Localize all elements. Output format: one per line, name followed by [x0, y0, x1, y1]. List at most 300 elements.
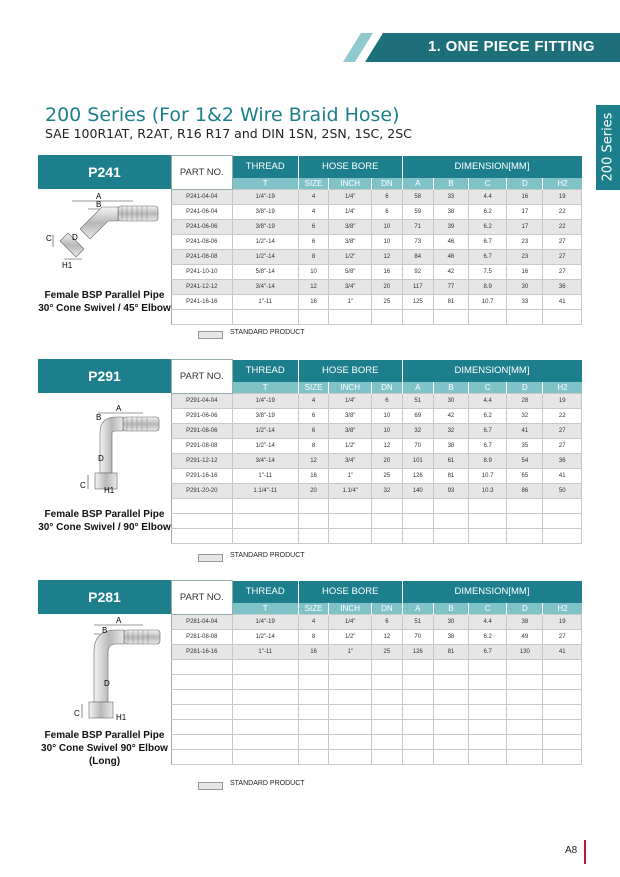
cell-empty [433, 310, 468, 325]
table-row [172, 235, 582, 250]
cell-h2: 41 [543, 469, 582, 484]
header-hose-bore: HOSE BORE [298, 156, 402, 178]
header-a: A [402, 178, 433, 190]
cell-h2: 27 [543, 630, 582, 645]
header-thread-sub: T [232, 603, 298, 615]
table-row-empty [172, 310, 582, 325]
cell-t: 1"-11 [232, 295, 298, 310]
cell-inch: 3/8" [329, 220, 372, 235]
cell-d: 32 [507, 409, 543, 424]
cell-empty [298, 690, 328, 705]
cell-size: 6 [298, 424, 328, 439]
cell-a: 140 [402, 484, 433, 499]
page-title: 200 Series (For 1&2 Wire Braid Hose) [45, 104, 400, 126]
cell-inch: 1/4" [329, 205, 372, 220]
cell-h2: 19 [543, 190, 582, 205]
dim-label-d: D [72, 233, 78, 242]
dim-label-b: B [102, 626, 108, 635]
cell-t: 1/2"-14 [232, 439, 298, 454]
dim-label-a: A [96, 192, 102, 201]
cell-c: 4.4 [468, 394, 506, 409]
cell-d: 30 [507, 280, 543, 295]
header-size: SIZE [298, 178, 328, 190]
cell-empty [172, 514, 233, 529]
cell-t: 1"-11 [232, 645, 298, 660]
cell-empty [468, 750, 506, 765]
cell-c: 8.9 [468, 280, 506, 295]
cell-part: P291-16-16 [172, 469, 233, 484]
cell-c: 6.2 [468, 409, 506, 424]
cell-a: 58 [402, 190, 433, 205]
cell-inch: 3/4" [329, 280, 372, 295]
cell-empty [433, 750, 468, 765]
cell-b: 46 [433, 250, 468, 265]
cell-empty [329, 660, 372, 675]
header-hose-bore: HOSE BORE [298, 360, 402, 382]
cell-empty [232, 514, 298, 529]
cell-c: 6.7 [468, 424, 506, 439]
cell-d: 86 [507, 484, 543, 499]
dim-label-d: D [104, 679, 110, 688]
cell-t: 1.1/4"-11 [232, 484, 298, 499]
table-row [172, 409, 582, 424]
cell-empty [468, 514, 506, 529]
cell-b: 42 [433, 409, 468, 424]
fitting-caption [38, 289, 171, 315]
header-b: B [433, 382, 468, 394]
cell-empty [433, 660, 468, 675]
header-c: C [468, 382, 506, 394]
cell-empty [372, 310, 402, 325]
header-part-no: PART NO. [172, 581, 233, 615]
cell-empty [433, 675, 468, 690]
cell-empty [172, 675, 233, 690]
cell-t: 3/8"-19 [232, 409, 298, 424]
cell-size: 6 [298, 235, 328, 250]
cell-dn: 25 [372, 295, 402, 310]
dim-label-h1: H1 [62, 261, 73, 270]
cell-empty [172, 660, 233, 675]
cell-empty [232, 735, 298, 750]
cell-c: 10.7 [468, 469, 506, 484]
header-dn: DN [372, 603, 402, 615]
cell-empty [298, 750, 328, 765]
dim-label-h1: H1 [104, 486, 115, 495]
cell-part: P241-06-04 [172, 205, 233, 220]
cell-dn: 10 [372, 220, 402, 235]
table-row-empty [172, 720, 582, 735]
caption-line: Female BSP Parallel Pipe [44, 509, 165, 520]
cell-t: 3/4"-14 [232, 454, 298, 469]
cell-empty [329, 310, 372, 325]
cell-t: 1/4"-19 [232, 190, 298, 205]
cell-d: 33 [507, 295, 543, 310]
cell-part: P281-08-08 [172, 630, 233, 645]
cell-h2: 27 [543, 424, 582, 439]
cell-dn: 20 [372, 280, 402, 295]
caption-line: 30° Cone Swivel / 90° Elbow [38, 522, 171, 533]
cell-c: 6.7 [468, 250, 506, 265]
cell-empty [433, 720, 468, 735]
spec-table-p241 [171, 155, 582, 325]
product-code: P281 [38, 580, 171, 614]
cell-dn: 6 [372, 394, 402, 409]
cell-empty [329, 750, 372, 765]
cell-a: 101 [402, 454, 433, 469]
header-row-main [172, 581, 582, 603]
dim-label-d: D [98, 454, 104, 463]
spec-table-p281 [171, 580, 582, 765]
caption-line: 30° Cone Swivel 90° Elbow [41, 743, 168, 754]
cell-empty [329, 499, 372, 514]
cell-part: P291-20-20 [172, 484, 233, 499]
table-row-empty [172, 499, 582, 514]
header-part-no: PART NO. [172, 360, 233, 394]
cell-empty [329, 705, 372, 720]
header-row-sub [172, 603, 582, 615]
table-row-empty [172, 750, 582, 765]
cell-a: 92 [402, 265, 433, 280]
table-row [172, 295, 582, 310]
cell-empty [298, 720, 328, 735]
legend-label: STANDARD PRODUCT [230, 329, 305, 336]
legend-swatch [198, 331, 223, 339]
series-side-tab [596, 105, 620, 190]
table-row [172, 454, 582, 469]
cell-empty [372, 720, 402, 735]
cell-inch: 1/4" [329, 190, 372, 205]
cell-t: 1/2"-14 [232, 424, 298, 439]
cell-empty [232, 529, 298, 544]
header-b: B [433, 178, 468, 190]
cell-d: 16 [507, 265, 543, 280]
cell-inch: 3/4" [329, 454, 372, 469]
header-dn: DN [372, 178, 402, 190]
header-dimension: DIMENSION[MM] [402, 156, 581, 178]
cell-empty [402, 690, 433, 705]
cell-inch: 1/2" [329, 439, 372, 454]
cell-empty [543, 705, 582, 720]
cell-empty [372, 735, 402, 750]
header-inch: INCH [329, 178, 372, 190]
cell-empty [468, 720, 506, 735]
cell-t: 5/8"-14 [232, 265, 298, 280]
cell-empty [402, 750, 433, 765]
legend-label: STANDARD PRODUCT [230, 552, 305, 559]
header-d: D [507, 178, 543, 190]
legend-label: STANDARD PRODUCT [230, 780, 305, 787]
table-row [172, 280, 582, 295]
cell-dn: 16 [372, 265, 402, 280]
side-tab-label: 200 Series [600, 112, 616, 182]
cell-empty [232, 750, 298, 765]
header-row-sub [172, 382, 582, 394]
cell-a: 71 [402, 220, 433, 235]
cell-a: 126 [402, 469, 433, 484]
cell-d: 23 [507, 250, 543, 265]
table-row-empty [172, 514, 582, 529]
cell-dn: 6 [372, 190, 402, 205]
elbow-90-drawing [38, 393, 171, 498]
cell-empty [507, 529, 543, 544]
cell-inch: 1.1/4" [329, 484, 372, 499]
dim-label-c: C [80, 481, 86, 490]
cell-empty [372, 514, 402, 529]
cell-inch: 1/4" [329, 615, 372, 630]
cell-b: 93 [433, 484, 468, 499]
cell-inch: 1" [329, 295, 372, 310]
cell-h2: 36 [543, 454, 582, 469]
cell-empty [298, 705, 328, 720]
cell-part: P241-06-06 [172, 220, 233, 235]
cell-empty [298, 735, 328, 750]
cell-size: 8 [298, 250, 328, 265]
cell-empty [298, 675, 328, 690]
table-row [172, 645, 582, 660]
cell-inch: 1/2" [329, 250, 372, 265]
header-thread: THREAD [232, 581, 298, 603]
table-row [172, 615, 582, 630]
cell-empty [402, 529, 433, 544]
cell-size: 12 [298, 280, 328, 295]
cell-empty [543, 529, 582, 544]
cell-d: 16 [507, 190, 543, 205]
header-b: B [433, 603, 468, 615]
dim-label-c: C [74, 709, 80, 718]
cell-empty [507, 705, 543, 720]
cell-empty [433, 705, 468, 720]
cell-inch: 1" [329, 469, 372, 484]
dim-label-b: B [96, 413, 102, 422]
header-thread-sub: T [232, 382, 298, 394]
header-d: D [507, 603, 543, 615]
cell-dn: 25 [372, 645, 402, 660]
cell-size: 8 [298, 630, 328, 645]
cell-c: 7.5 [468, 265, 506, 280]
cell-empty [543, 750, 582, 765]
caption-line: (Long) [88, 756, 121, 767]
cell-c: 6.7 [468, 645, 506, 660]
header-inch: INCH [329, 382, 372, 394]
cell-size: 10 [298, 265, 328, 280]
cell-c: 6.2 [468, 220, 506, 235]
cell-h2: 19 [543, 394, 582, 409]
cell-h2: 27 [543, 439, 582, 454]
cell-h2: 19 [543, 615, 582, 630]
cell-empty [543, 690, 582, 705]
header-hose-bore: HOSE BORE [298, 581, 402, 603]
cell-d: 65 [507, 469, 543, 484]
cell-a: 32 [402, 424, 433, 439]
cell-b: 81 [433, 295, 468, 310]
cell-empty [372, 529, 402, 544]
cell-c: 10.7 [468, 295, 506, 310]
product-code: P291 [38, 359, 171, 393]
cell-empty [329, 690, 372, 705]
cell-d: 130 [507, 645, 543, 660]
cell-empty [468, 735, 506, 750]
dim-label-a: A [116, 404, 122, 413]
cell-inch: 3/8" [329, 409, 372, 424]
cell-part: P241-16-16 [172, 295, 233, 310]
cell-c: 4.4 [468, 190, 506, 205]
cell-empty [172, 499, 233, 514]
cell-inch: 1/2" [329, 630, 372, 645]
cell-empty [232, 675, 298, 690]
cell-b: 77 [433, 280, 468, 295]
cell-a: 51 [402, 615, 433, 630]
cell-h2: 27 [543, 265, 582, 280]
cell-a: 70 [402, 439, 433, 454]
cell-empty [468, 690, 506, 705]
cell-empty [329, 675, 372, 690]
cell-empty [172, 735, 233, 750]
cell-empty [507, 750, 543, 765]
cell-h2: 41 [543, 645, 582, 660]
cell-b: 42 [433, 265, 468, 280]
cell-h2: 41 [543, 295, 582, 310]
cell-part: P281-16-16 [172, 645, 233, 660]
cell-c: 10.3 [468, 484, 506, 499]
cell-empty [329, 529, 372, 544]
cell-empty [298, 514, 328, 529]
cell-empty [329, 720, 372, 735]
cell-empty [372, 499, 402, 514]
cell-t: 1/2"-14 [232, 235, 298, 250]
cell-empty [402, 720, 433, 735]
cell-empty [433, 690, 468, 705]
header-thread: THREAD [232, 156, 298, 178]
header-row-main [172, 156, 582, 178]
header-dn: DN [372, 382, 402, 394]
page-number: A8 [565, 845, 578, 856]
cell-h2: 27 [543, 235, 582, 250]
cell-empty [468, 529, 506, 544]
table-row [172, 394, 582, 409]
cell-empty [329, 514, 372, 529]
header-dimension: DIMENSION[MM] [402, 581, 581, 603]
cell-empty [507, 675, 543, 690]
cell-empty [232, 499, 298, 514]
cell-empty [232, 720, 298, 735]
cell-empty [372, 690, 402, 705]
cell-empty [298, 499, 328, 514]
cell-empty [232, 690, 298, 705]
cell-b: 61 [433, 454, 468, 469]
dim-label-h1: H1 [116, 713, 127, 722]
cell-empty [468, 660, 506, 675]
cell-t: 3/8"-19 [232, 205, 298, 220]
cell-t: 1"-11 [232, 469, 298, 484]
cell-empty [543, 499, 582, 514]
cell-d: 23 [507, 235, 543, 250]
cell-dn: 6 [372, 615, 402, 630]
cell-dn: 12 [372, 250, 402, 265]
cell-dn: 12 [372, 630, 402, 645]
cell-empty [507, 660, 543, 675]
cell-part: P291-04-04 [172, 394, 233, 409]
cell-empty [172, 529, 233, 544]
cell-empty [543, 514, 582, 529]
cell-part: P241-08-06 [172, 235, 233, 250]
dim-label-b: B [96, 200, 102, 209]
cell-empty [468, 675, 506, 690]
cell-d: 17 [507, 220, 543, 235]
cell-empty [298, 660, 328, 675]
cell-a: 117 [402, 280, 433, 295]
cell-b: 33 [433, 190, 468, 205]
table-row [172, 439, 582, 454]
page-subtitle: SAE 100R1AT, R2AT, R16 R17 and DIN 1SN, 2SN, 1SC, 2SC [45, 126, 412, 141]
header-part-no: PART NO. [172, 156, 233, 190]
cell-size: 20 [298, 484, 328, 499]
cell-t: 3/8"-19 [232, 220, 298, 235]
cell-part: P291-08-06 [172, 424, 233, 439]
cell-part: P241-12-12 [172, 280, 233, 295]
table-row-empty [172, 675, 582, 690]
cell-empty [329, 735, 372, 750]
table-row-empty [172, 690, 582, 705]
cell-t: 1/2"-14 [232, 630, 298, 645]
cell-size: 6 [298, 220, 328, 235]
cell-inch: 3/8" [329, 424, 372, 439]
chapter-title: 1. ONE PIECE FITTING [428, 38, 595, 55]
cell-b: 81 [433, 645, 468, 660]
cell-c: 6.2 [468, 205, 506, 220]
cell-size: 6 [298, 409, 328, 424]
cell-empty [507, 499, 543, 514]
cell-t: 1/4"-19 [232, 394, 298, 409]
header-a: A [402, 382, 433, 394]
fitting-drawing-45-elbow [38, 189, 171, 289]
cell-dn: 6 [372, 205, 402, 220]
header-h2: H2 [543, 178, 582, 190]
product-code: P241 [38, 155, 171, 189]
cell-b: 38 [433, 630, 468, 645]
cell-empty [507, 690, 543, 705]
cell-empty [232, 310, 298, 325]
table-row [172, 205, 582, 220]
cell-c: 6.7 [468, 439, 506, 454]
cell-h2: 27 [543, 250, 582, 265]
cell-empty [372, 750, 402, 765]
cell-h2: 22 [543, 220, 582, 235]
cell-size: 16 [298, 469, 328, 484]
cell-b: 81 [433, 469, 468, 484]
cell-dn: 25 [372, 469, 402, 484]
cell-size: 12 [298, 454, 328, 469]
cell-part: P241-08-08 [172, 250, 233, 265]
cell-part: P291-12-12 [172, 454, 233, 469]
cell-empty [543, 735, 582, 750]
cell-d: 35 [507, 439, 543, 454]
cell-size: 4 [298, 615, 328, 630]
cell-d: 38 [507, 615, 543, 630]
cell-a: 126 [402, 645, 433, 660]
cell-empty [172, 310, 233, 325]
page-number-bar [584, 840, 586, 864]
cell-b: 30 [433, 615, 468, 630]
header-h2: H2 [543, 382, 582, 394]
fitting-drawing-90-elbow-long [38, 614, 171, 729]
fitting-caption [38, 729, 171, 768]
cell-t: 1/2"-14 [232, 250, 298, 265]
cell-inch: 3/8" [329, 235, 372, 250]
cell-empty [402, 735, 433, 750]
header-row-main [172, 360, 582, 382]
cell-c: 6.2 [468, 630, 506, 645]
caption-line: Female BSP Parallel Pipe [44, 730, 165, 741]
